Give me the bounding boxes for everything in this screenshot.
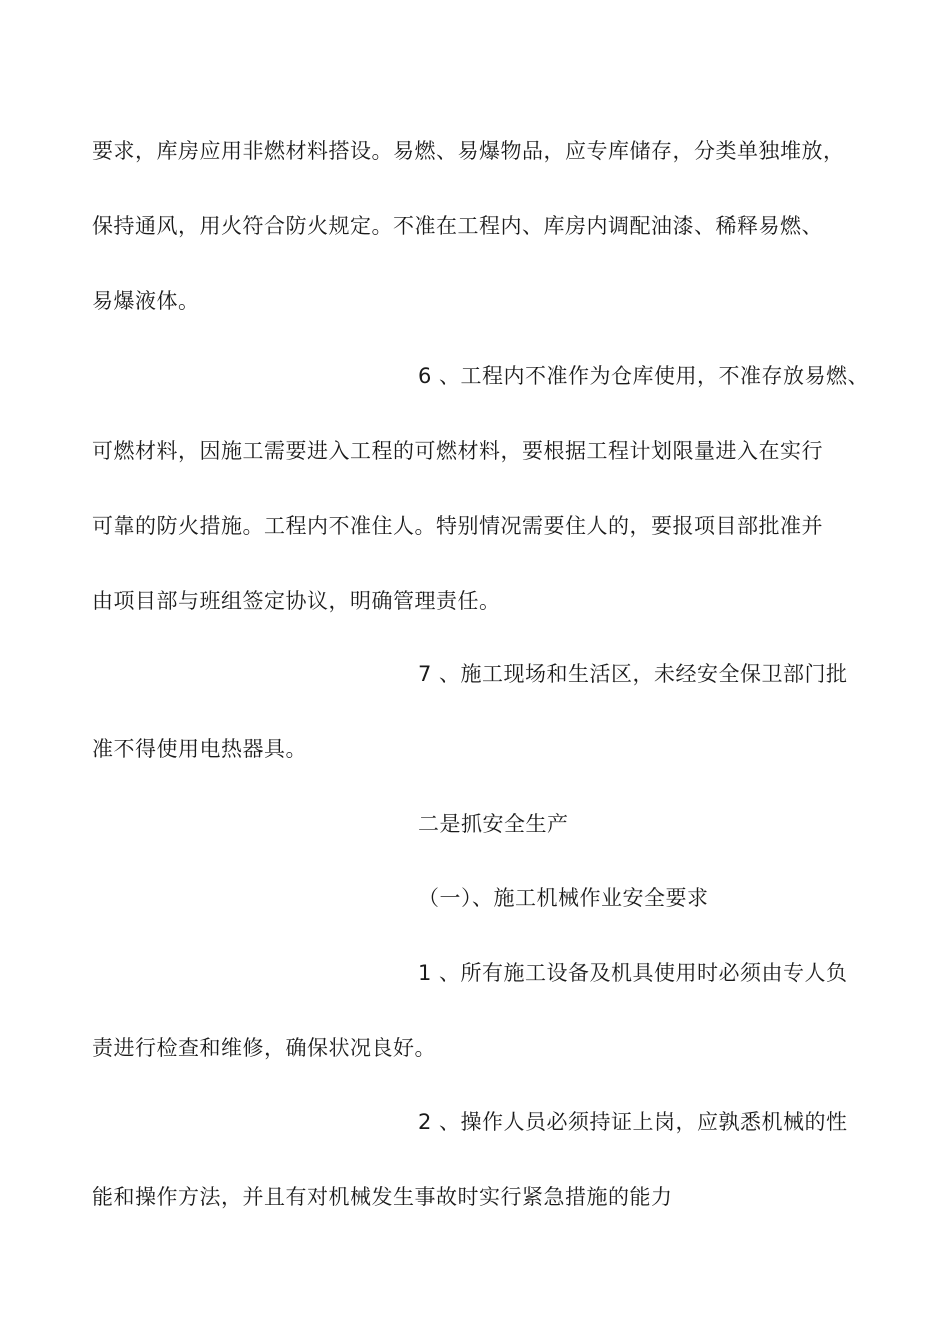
section-heading: 二是抓安全生产 [418,812,569,836]
subsection-heading: （一）、施工机械作业安全要求 [418,886,709,910]
text-line: 能和操作方法，并且有对机械发生事故时实行紧急措施的能力 [92,1185,673,1209]
item-6-heading: 6 、工程内不准作为仓库使用，不准存放易燃、 [418,364,870,388]
item-2-heading: 2 、操作人员必须持证上岗，应孰悉机械的性 [418,1110,848,1134]
text-line: 可燃材料，因施工需要进入工程的可燃材料，要根据工程计划限量进入在实行 [92,439,823,463]
text-line: 保持通风，用火符合防火规定。不准在工程内、库房内调配油漆、稀释易燃、 [92,214,823,238]
item-1-heading: 1 、所有施工设备及机具使用时必须由专人负 [418,961,848,985]
text-line: 由项目部与班组签定协议，明确管理责任。 [92,589,501,613]
text-line: 准不得使用电热器具。 [92,737,307,761]
text-line: 可靠的防火措施。工程内不准住人。特别情况需要住人的，要报项目部批准并 [92,514,823,538]
text-line: 责进行检查和维修，确保状况良好。 [92,1036,436,1060]
item-7-heading: 7 、施工现场和生活区，未经安全保卫部门批 [418,662,848,686]
text-line: 要求，库房应用非燃材料搭设。易燃、易爆物品，应专库储存，分类单独堆放， [92,139,845,163]
text-line: 易爆液体。 [92,289,200,313]
